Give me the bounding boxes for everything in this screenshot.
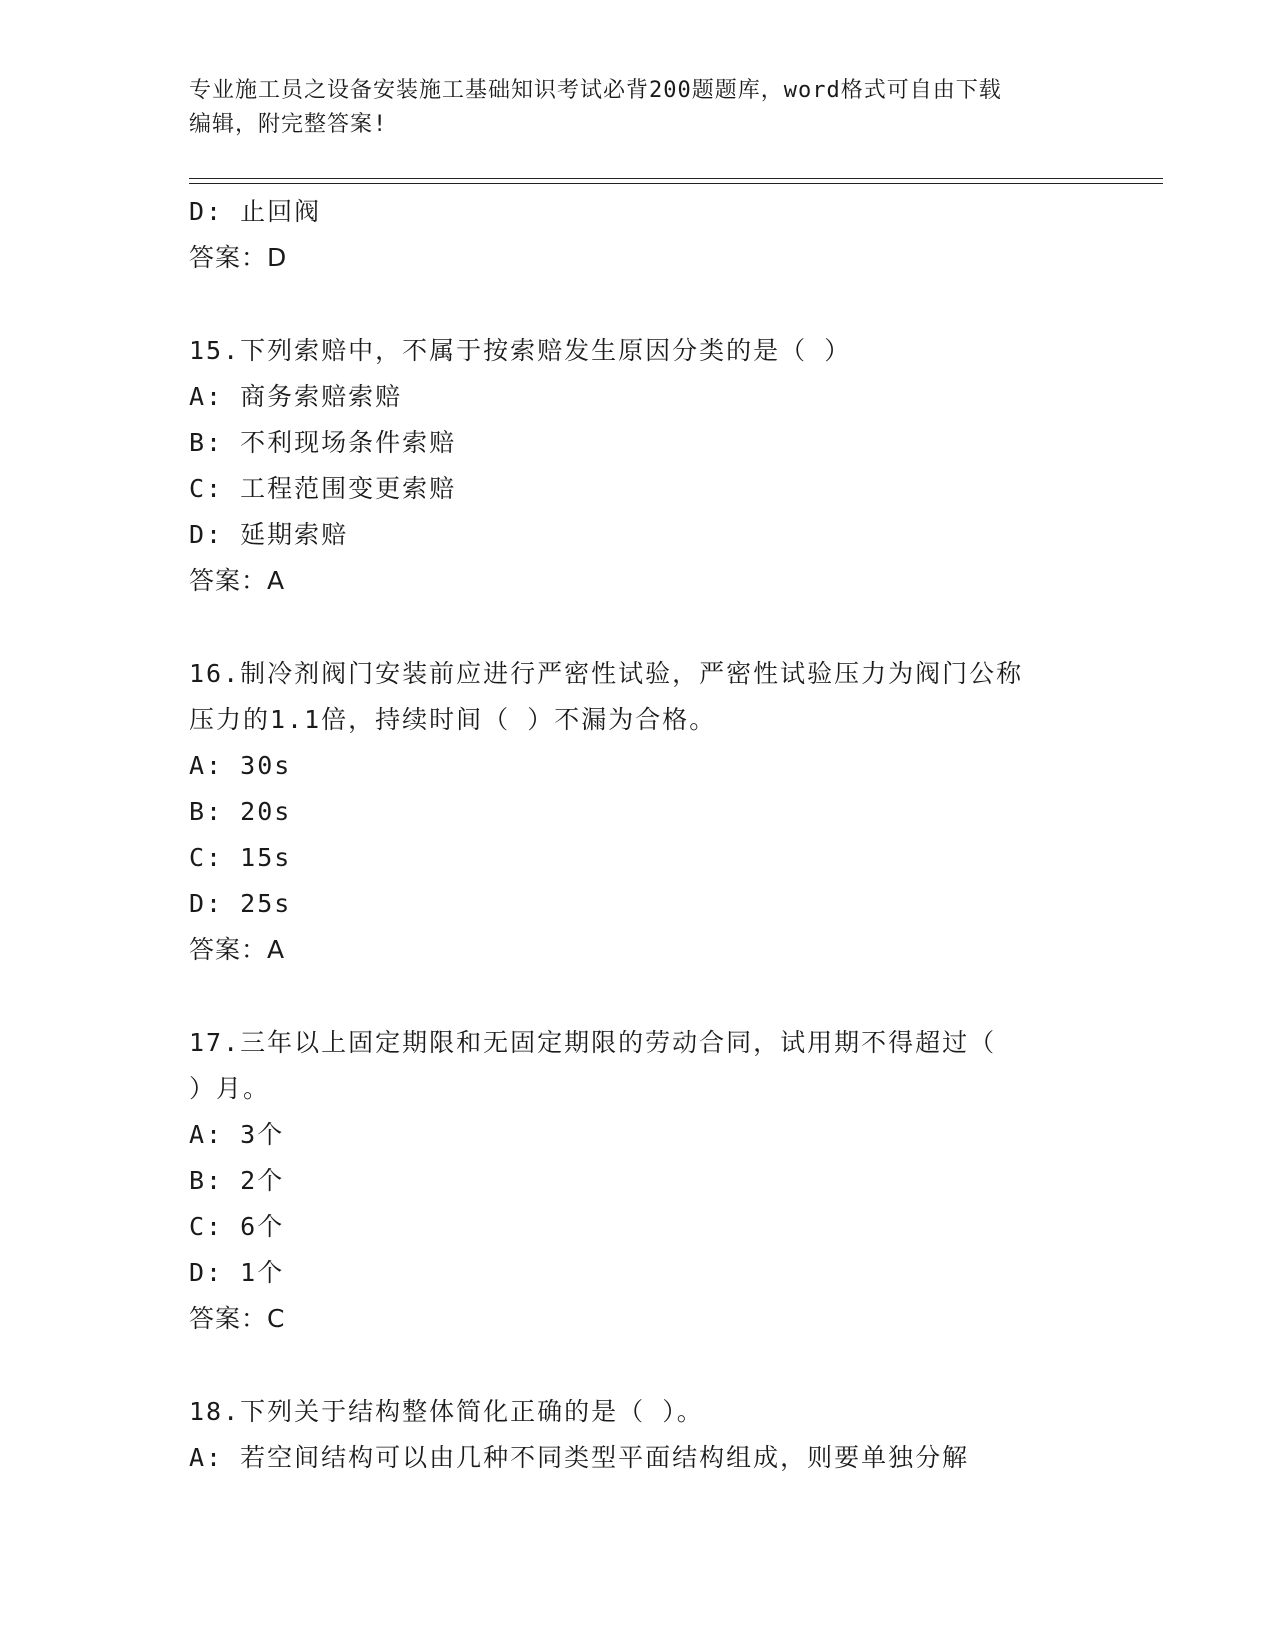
- option-a: A: 30s: [189, 751, 292, 780]
- question-stem-line-2: 压力的1.1倍，持续时间（ ）不漏为合格。: [189, 705, 717, 734]
- question-stem: 18.下列关于结构整体简化正确的是（ ）。: [189, 1397, 704, 1426]
- option-c: C: 15s: [189, 843, 292, 872]
- option-c: C: 工程范围变更索赔: [189, 474, 457, 503]
- question-list: [189, 189, 1089, 1481]
- previous-question-tail: [189, 189, 1089, 281]
- question-stem-line-1: 16.制冷剂阀门安装前应进行严密性试验，严密性试验压力为阀门公称: [189, 659, 1024, 688]
- option-a: A: 商务索赔索赔: [189, 382, 403, 411]
- answer-line: 答案：A: [189, 935, 286, 964]
- option-a: A: 若空间结构可以由几种不同类型平面结构组成，则要单独分解: [189, 1443, 970, 1472]
- option-b: B: 20s: [189, 797, 292, 826]
- option-d: D: 25s: [189, 889, 292, 918]
- question-17: [189, 1020, 1089, 1342]
- option-d: D: 延期索赔: [189, 520, 349, 549]
- option-b: B: 2个: [189, 1166, 285, 1195]
- question-15: [189, 328, 1089, 604]
- header-divider-bottom: [189, 183, 1163, 184]
- header-line-1: 专业施工员之设备安装施工基础知识考试必背200题题库，word格式可自由下载: [189, 78, 1002, 103]
- question-stem: 15.下列索赔中，不属于按索赔发生原因分类的是（ ）: [189, 336, 852, 365]
- question-stem-line-1: 17.三年以上固定期限和无固定期限的劳动合同，试用期不得超过（: [189, 1028, 997, 1057]
- document-header: [189, 74, 1089, 142]
- question-18: [189, 1389, 1089, 1481]
- question-16: [189, 651, 1089, 973]
- option-d: D: 止回阀: [189, 197, 322, 226]
- question-stem-line-2: ）月。: [189, 1074, 271, 1103]
- answer-line: 答案：C: [189, 1304, 286, 1333]
- header-divider-top: [189, 178, 1163, 179]
- option-d: D: 1个: [189, 1258, 285, 1287]
- answer-line: 答案：A: [189, 566, 286, 595]
- header-line-2: 编辑，附完整答案!: [189, 112, 388, 137]
- option-a: A: 3个: [189, 1120, 285, 1149]
- option-c: C: 6个: [189, 1212, 285, 1241]
- answer-line: 答案：D: [189, 243, 288, 272]
- option-b: B: 不利现场条件索赔: [189, 428, 457, 457]
